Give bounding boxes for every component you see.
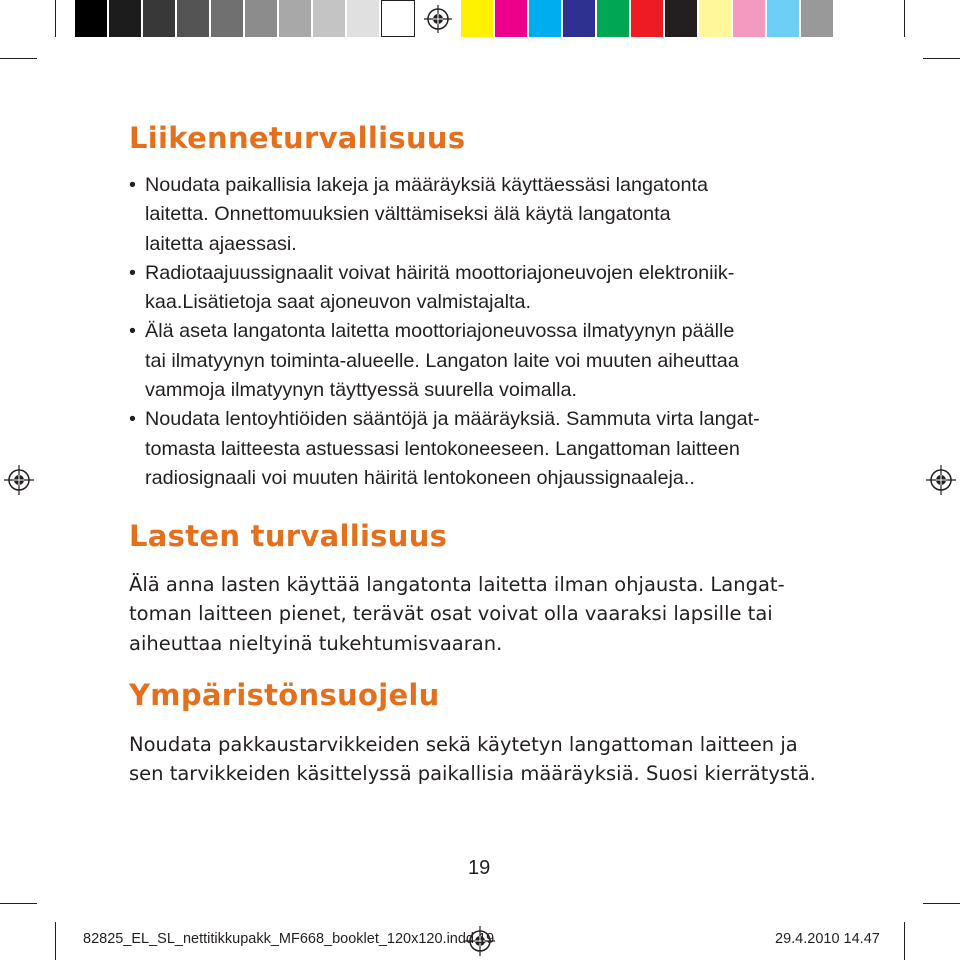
process-color-swatch [665,0,699,37]
crop-mark-top-left-v [55,0,56,37]
bullet-icon: • [129,261,136,284]
registration-target-icon [4,465,34,495]
process-color-swatch [733,0,767,37]
process-color-swatch [461,0,495,37]
environment-paragraph: Noudata pakkaustarvikkeiden sekä käytetyn langattoman laitteen ja sen tarvikkeiden käsittelyssä paikallisia määräyksiä. Suosi kierrätystä. [129,733,816,786]
list-item: • Älä aseta langatonta laitetta moottoriajoneuvossa ilmatyynyn päälle tai ilmatyynyn toiminta-alueelle. Langaton laite voi muuten aiheuttaa vammoja ilmatyynyn täyttyessä suurella voimalla. [129,317,829,405]
color-bar [75,0,835,37]
slug-file-info: 82825_EL_SL_nettitikkupakk_MF668_booklet_120x120.indd 19 [83,931,495,947]
grayscale-swatch [313,0,347,37]
process-color-swatch [563,0,597,37]
registration-target-icon [424,5,452,33]
process-color-swatch [597,0,631,37]
heading-traffic-safety: Liikenneturvallisuus [129,121,466,155]
process-color-swatch [529,0,563,37]
grayscale-swatch [211,0,245,37]
crop-mark-bottom-left-v [55,922,56,960]
process-color-swatch [699,0,733,37]
slug-date-info: 29.4.2010 14.47 [775,931,880,947]
crop-mark-bottom-left-h [0,903,37,904]
process-color-swatch [631,0,665,37]
page-number: 19 [468,857,491,879]
heading-child-safety: Lasten turvallisuus [129,519,448,553]
grayscale-swatch [109,0,143,37]
registration-target-icon [926,465,956,495]
child-safety-paragraph: Älä anna lasten käyttää langatonta laitetta ilman ohjausta. Langat- toman laitteen pienet, terävät osat voivat olla vaaraksi lapsille tai aiheuttaa nieltyinä tukehtumisvaaran. [129,573,785,655]
crop-mark-top-left-h [0,58,37,59]
crop-mark-top-right-v [904,0,905,37]
grayscale-swatch [381,0,415,37]
grayscale-swatch [143,0,177,37]
grayscale-swatch [75,0,109,37]
heading-environment: Ympäristönsuojelu [129,678,440,712]
grayscale-swatches [75,0,415,37]
bullet-icon: • [129,174,136,196]
process-color-swatch [801,0,835,37]
process-color-swatch [495,0,529,37]
crop-mark-top-right-h [923,58,960,59]
bullet-icon: • [129,408,136,431]
list-item: • Noudata paikallisia lakeja ja määräyksiä käyttäessäsi langatonta laitetta. Onnettomuuksien välttämiseksi älä käytä langatonta laitetta ajaessasi. [129,171,829,259]
crop-mark-bottom-right-h [923,903,960,904]
process-color-swatch [767,0,801,37]
color-bar-registration [415,0,461,37]
traffic-safety-list [129,171,829,493]
grayscale-swatch [279,0,313,37]
process-color-swatches [461,0,835,37]
bullet-icon: • [129,320,136,343]
grayscale-swatch [347,0,381,37]
grayscale-swatch [245,0,279,37]
crop-mark-bottom-right-v [904,922,905,960]
grayscale-swatch [177,0,211,37]
list-item: • Radiotaajuussignaalit voivat häiritä moottoriajoneuvojen elektroniik- kaa.Lisätietoja saat ajoneuvon valmistajalta. [129,259,829,318]
list-item: • Noudata lentoyhtiöiden sääntöjä ja määräyksiä. Sammuta virta langat- tomasta laitteesta astuessasi lentokoneeseen. Langattoman laitteen radiosignaali voi muuten häiritä lentokoneen ohjaussignaaleja.. [129,405,829,493]
